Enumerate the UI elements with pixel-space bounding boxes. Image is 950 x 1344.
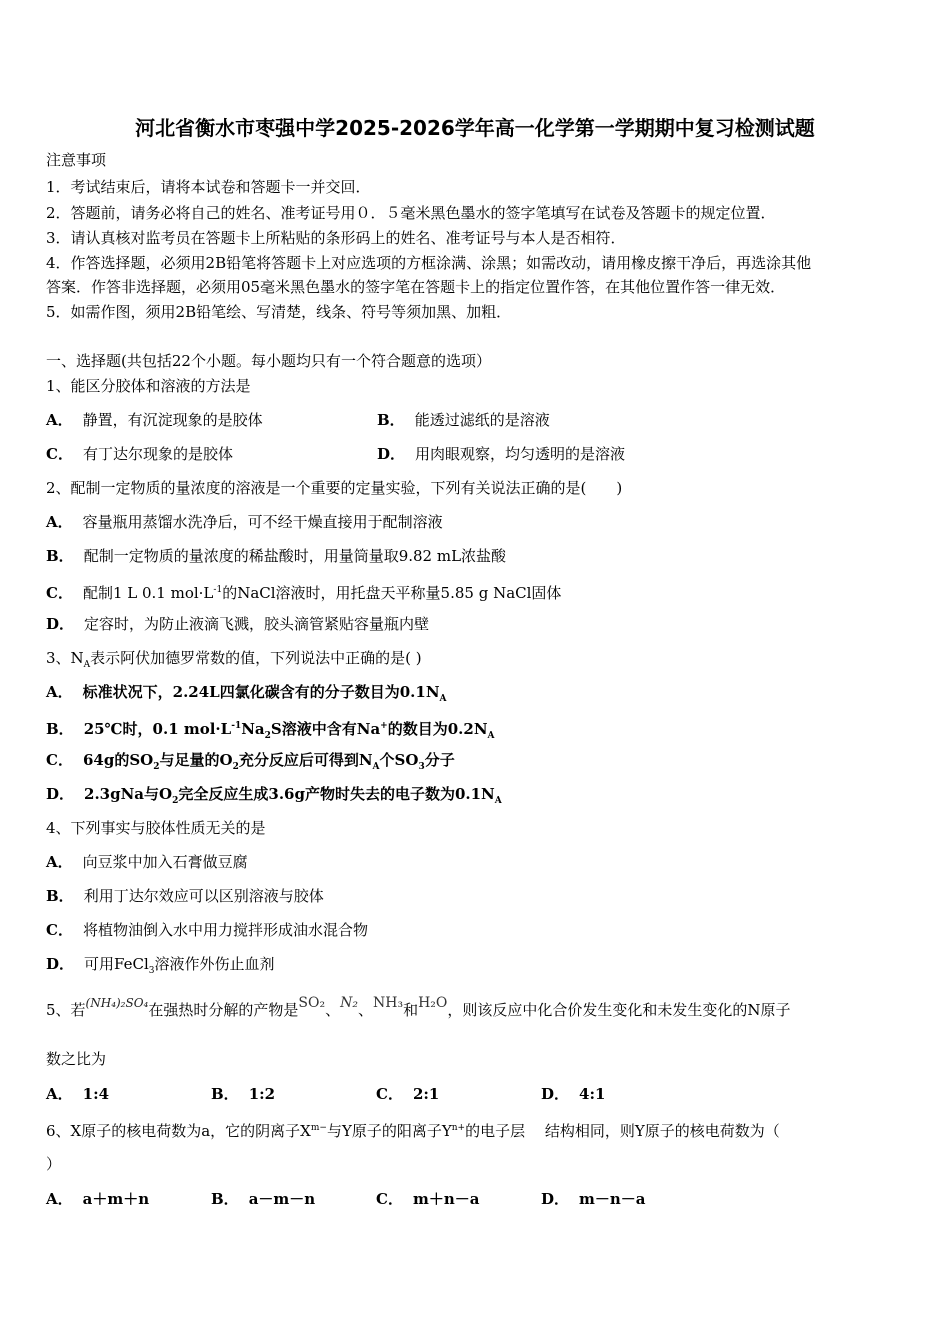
- notice-item: 5．如需作图，须用2B铅笔绘、写清楚，线条、符号等须加黑、加粗．: [46, 303, 512, 321]
- option-c: C． m＋n－a: [376, 1190, 480, 1208]
- formula-ammonium-sulfate: (NH₄)₂SO₄: [85, 996, 149, 1010]
- option-d: D． m－n－a: [541, 1190, 646, 1208]
- option-c: C． 有丁达尔现象的是胶体: [46, 445, 233, 463]
- option-d: D． 可用FeCl$_3$溶液作外伤止血剂: [46, 955, 275, 976]
- question-stem: 2、配制一定物质的量浓度的溶液是一个重要的定量实验，下列有关说法正确的是( ): [46, 479, 623, 497]
- question-stem: 3、$N_A$表示阿伏加德罗常数的值，下列说法中正确的是( ): [46, 649, 422, 670]
- option-a: A． 标准状况下，2.24L四氯化碳含有的分子数目为$0.1N_A$: [46, 683, 447, 704]
- question-stem-continued: 数之比为: [46, 1050, 107, 1068]
- option-c: C． 2:1: [376, 1085, 440, 1103]
- option-b: B． 1:2: [211, 1085, 276, 1103]
- option-c: C． 64g的$SO_2$与足量的$O_2$充分反应后可得到$N_A$个$SO_3$分子: [46, 751, 455, 772]
- option-b: B． 利用丁达尔效应可以区别溶液与胶体: [46, 887, 324, 905]
- option-a: A． a＋m＋n: [46, 1190, 150, 1208]
- notice-heading: 注意事项: [46, 151, 107, 169]
- option-a: A． 容量瓶用蒸馏水洗净后，可不经干燥直接用于配制溶液: [46, 513, 443, 531]
- question-stem-continued: ）: [46, 1155, 62, 1173]
- question-stem: 4、下列事实与胶体性质无关的是: [46, 819, 266, 837]
- notice-item: 2．答题前，请务必将自己的姓名、准考证号用０．５毫米黑色墨水的签字笔填写在试卷及答题卡的规定位置．: [46, 204, 776, 222]
- option-a: A． 向豆浆中加入石膏做豆腐: [46, 853, 248, 871]
- question-stem: 6、X原子的核电荷数为a，它的阴离子$X^{m-}$与Y原子的阳离子$Y^{n+}$的电子层 结构相同，则Y原子的核电荷数为（: [46, 1122, 780, 1140]
- option-a: A． 1:4: [46, 1085, 110, 1103]
- option-b: B． a－m－n: [211, 1190, 316, 1208]
- option-d: D． 用肉眼观察，均匀透明的是溶液: [377, 445, 626, 463]
- option-d: D． 4:1: [541, 1085, 606, 1103]
- notice-item: 4．作答选择题，必须用2B铅笔将答题卡上对应选项的方框涂满、涂黑；如需改动，请用橡皮擦干净后，再选涂其他: [46, 254, 812, 272]
- option-d: D． 定容时，为防止液滴飞溅，胶头滴管紧贴容量瓶内壁: [46, 615, 430, 633]
- option-c: C． 将植物油倒入水中用力搅拌形成油水混合物: [46, 921, 368, 939]
- option-b: B． 25℃时，0.1 $mol\cdot L^{-1}Na_2S$溶液中含有Na+的数目为$0.2N_A$: [46, 720, 495, 741]
- question-stem: 1、能区分胶体和溶液的方法是: [46, 377, 251, 395]
- option-b: B． 配制一定物质的量浓度的稀盐酸时，用量筒量取9.82 mL浓盐酸: [46, 547, 507, 565]
- option-c: C． 配制1 L 0.1 $mol\cdot L^{-1}$的NaCl溶液时，用托盘天平称量5.85 g NaCl固体: [46, 584, 562, 602]
- notice-item: 答案．作答非选择题，必须用05毫米黑色墨水的签字笔在答题卡上的指定位置作答，在其他位置作答一律无效．: [46, 278, 786, 296]
- option-a: A． 静置，有沉淀现象的是胶体: [46, 411, 263, 429]
- notice-item: 3．请认真核对监考员在答题卡上所粘贴的条形码上的姓名、准考证号与本人是否相符．: [46, 229, 626, 247]
- section-heading: 一、选择题(共包括22个小题。每小题均只有一个符合题意的选项）: [46, 352, 491, 370]
- notice-item: 1．考试结束后，请将本试卷和答题卡一并交回．: [46, 178, 371, 196]
- page-title: 河北省衡水市枣强中学2025-2026学年高一化学第一学期期中复习检测试题: [135, 116, 815, 140]
- option-d: D． 2.3gNa与$O_2$完全反应生成3.6g产物时失去的电子数为$0.1N_A$: [46, 785, 502, 806]
- option-b: B． 能透过滤纸的是溶液: [377, 411, 550, 429]
- question-stem: 5、若$^{(NH_4)_2SO_4}$在强热时分解的产物是SO₂、N₂、NH₃和H₂O，则该反应中化合价发生变化和未发生变化的N原子: [46, 995, 791, 1019]
